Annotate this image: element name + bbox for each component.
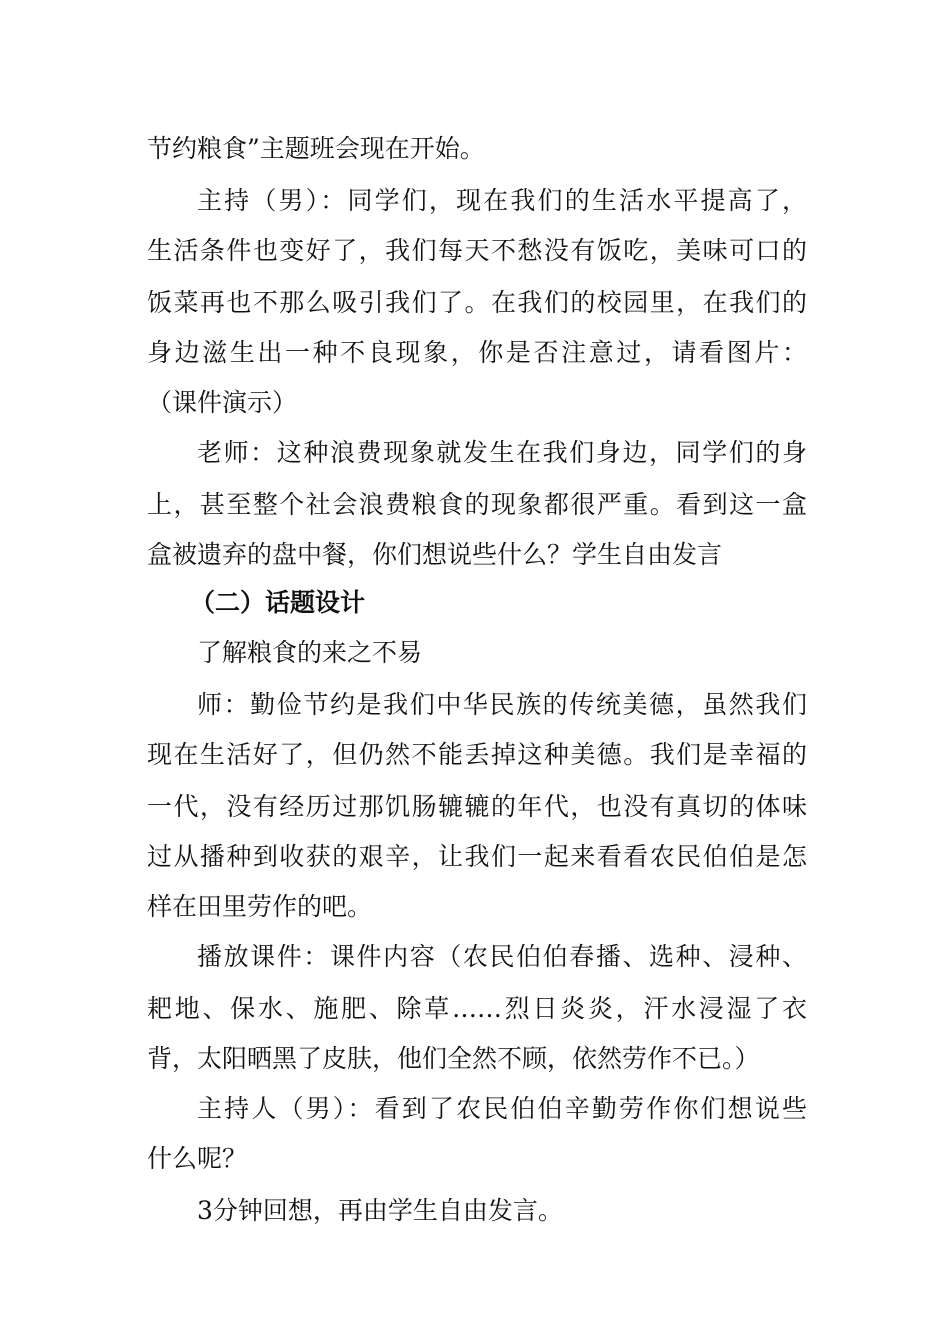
text-line: 老师：这种浪费现象就发生在我们身边，同学们的身: [197, 438, 807, 467]
section-heading: （二）话题设计: [190, 588, 366, 617]
text-line: 上，甚至整个社会浪费粮食的现象都很严重。看到这一盒: [147, 490, 807, 519]
text-line: 饭菜再也不那么吸引我们了。在我们的校园里，在我们的: [147, 288, 807, 317]
text-line: 节约粮食”主题班会现在开始。: [147, 134, 485, 163]
text-line: 盒被遗弃的盘中餐，你们想说些什么？学生自由发言: [147, 540, 723, 569]
text-line: 一代，没有经历过那饥肠辘辘的年代，也没有真切的体味: [147, 792, 807, 821]
text-line: 样在田里劳作的吧。: [147, 892, 373, 921]
text-line: 了解粮食的来之不易: [197, 638, 423, 667]
text-line: 现在生活好了，但仍然不能丢掉这种美德。我们是幸福的: [147, 740, 807, 769]
text-line: 耙地、保水、施肥、除草……烈日炎炎，汗水浸湿了衣: [147, 994, 807, 1023]
text-line: 身边滋生出一种不良现象，你是否注意过，请看图片：: [147, 338, 807, 367]
text-line: 主持（男）：同学们，现在我们的生活水平提高了，: [197, 186, 807, 215]
text-line: 播放课件：课件内容（农民伯伯春播、选种、浸种、: [197, 942, 807, 971]
text-line: 3分钟回想，再由学生自由发言。: [197, 1196, 563, 1225]
text-line: 背，太阳晒黑了皮肤，他们全然不顾，依然劳作不已。）: [147, 1044, 760, 1073]
text-line: 过从播种到收获的艰辛，让我们一起来看看农民伯伯是怎: [147, 842, 807, 871]
text-line: 主持人（男）：看到了农民伯伯辛勤劳作你们想说些: [197, 1094, 807, 1123]
text-line: （课件演示）: [147, 388, 298, 417]
text-line: 师：勤俭节约是我们中华民族的传统美德，虽然我们: [197, 690, 807, 719]
text-line: 什么呢？: [147, 1144, 248, 1173]
text-line: 生活条件也变好了，我们每天不愁没有饭吃，美味可口的: [147, 236, 807, 265]
